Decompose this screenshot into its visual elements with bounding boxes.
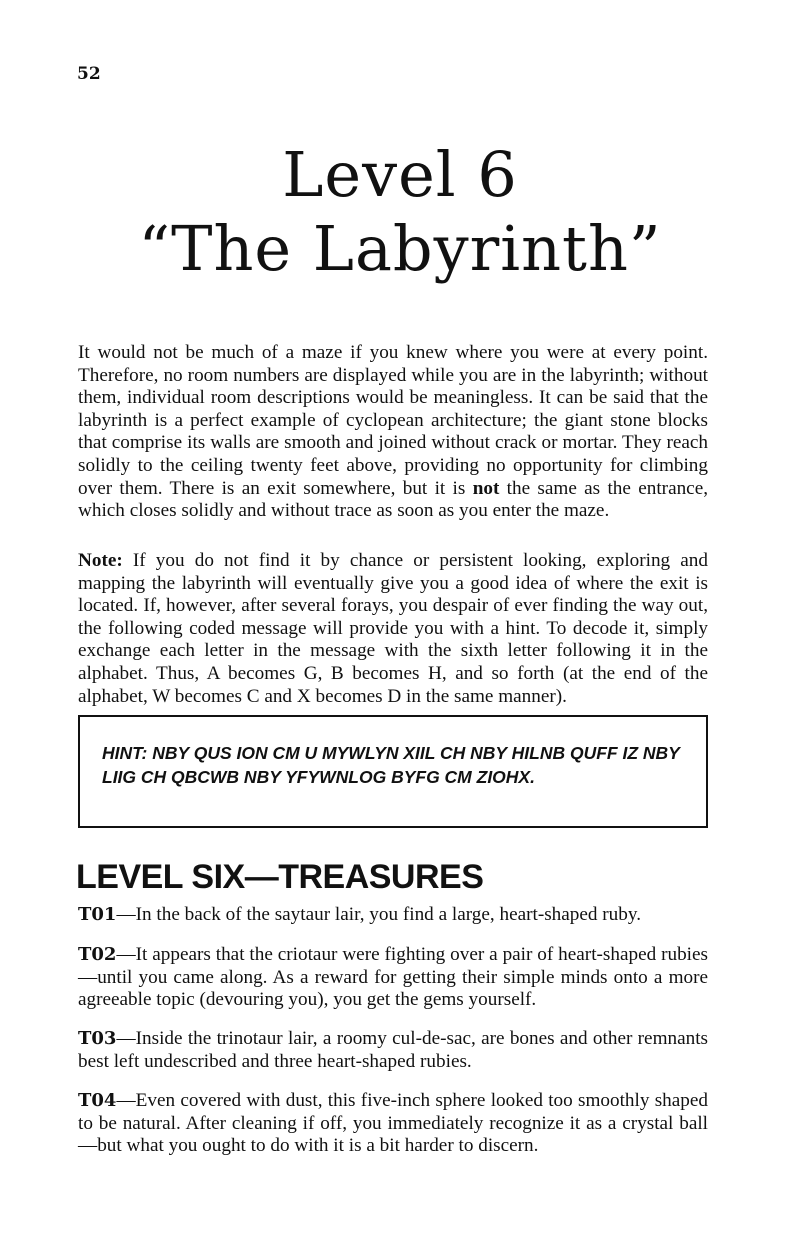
treasure-text: Inside the trinotaur lair, a roomy cul-de-sac, are bones and other remnants best left undescribed and three heart-shaped rubies.: [78, 1028, 708, 1072]
intro-bold-word: not: [472, 477, 500, 499]
note-paragraph: [78, 550, 708, 708]
intro-text-start: It would not be much of a maze if you knew where you were at every point. Therefore, no room numbers are displayed while you are in the labyrinth; without them, individual room descriptions would be meaningless. It can be said that the labyrinth is a perfect example of cyclopean architecture; the giant stone blocks that comprise its walls are smooth and joined without crack or mortar. They reach solidly to the ceiling twenty feet above, providing no opportunity for climbing over them. There is an exit somewhere, but it is: [78, 342, 708, 499]
chapter-title: Level 6: [282, 138, 518, 211]
treasure-entry: [78, 1090, 708, 1158]
hint-box: [78, 715, 708, 828]
treasure-code: T01: [78, 904, 117, 925]
treasure-entry: [78, 904, 708, 927]
note-text: If you do not find it by chance or persistent looking, exploring and mapping the labyrinth will eventually give you a good idea of where the exit is located. If, however, after several forays, you despair of ever finding the way out, the following coded message will provide you with a hint. To decode it, simply exchange each letter in the message with the sixth letter following it in the alphabet. Thus, A becomes G, B becomes H, and so forth (at the end of the alphabet, W becomes C and X becomes D in the same manner).: [78, 550, 708, 707]
treasure-dash: —: [116, 1090, 136, 1111]
treasure-entry: [78, 1028, 708, 1073]
treasure-code: T04: [78, 1090, 117, 1111]
intro-paragraph: [78, 342, 708, 523]
treasure-dash: —: [116, 944, 136, 965]
page-number: 52: [77, 64, 101, 84]
note-label: Note:: [78, 550, 123, 571]
hint-text: HINT: NBY QUS ION CM U MYWLYN XIIL CH NBY HILNB QUFF IZ NBY LIIG CH QBCWB NBY YFYWNLOG BYFG CM ZIOHX.: [102, 743, 680, 787]
chapter-subtitle: “The Labyrinth”: [138, 212, 662, 285]
treasure-dash: —: [116, 1028, 136, 1049]
treasure-dash: —: [116, 904, 136, 925]
treasure-text: Even covered with dust, this five-inch sphere looked too smoothly shaped to be natural. After cleaning if off, you immediately recognize it as a crystal ball—but what you ought to do with it is a bit harder to discern.: [78, 1090, 708, 1157]
section-heading: LEVEL SIX—TREASURES: [76, 858, 484, 896]
treasure-code: T02: [78, 944, 117, 965]
treasure-code: T03: [78, 1028, 117, 1049]
intro-text-end: the same as the entrance, which closes solidly and without trace as soon as you enter the maze.: [78, 477, 709, 522]
treasure-entry: [78, 944, 708, 1012]
treasure-text: It appears that the criotaur were fighting over a pair of heart-shaped rubies—until you came along. As a reward for getting their simple minds onto a more agreeable topic (devouring you), you get the gems yourself.: [78, 944, 708, 1011]
treasure-text: In the back of the saytaur lair, you find a large, heart-shaped ruby.: [135, 904, 642, 925]
